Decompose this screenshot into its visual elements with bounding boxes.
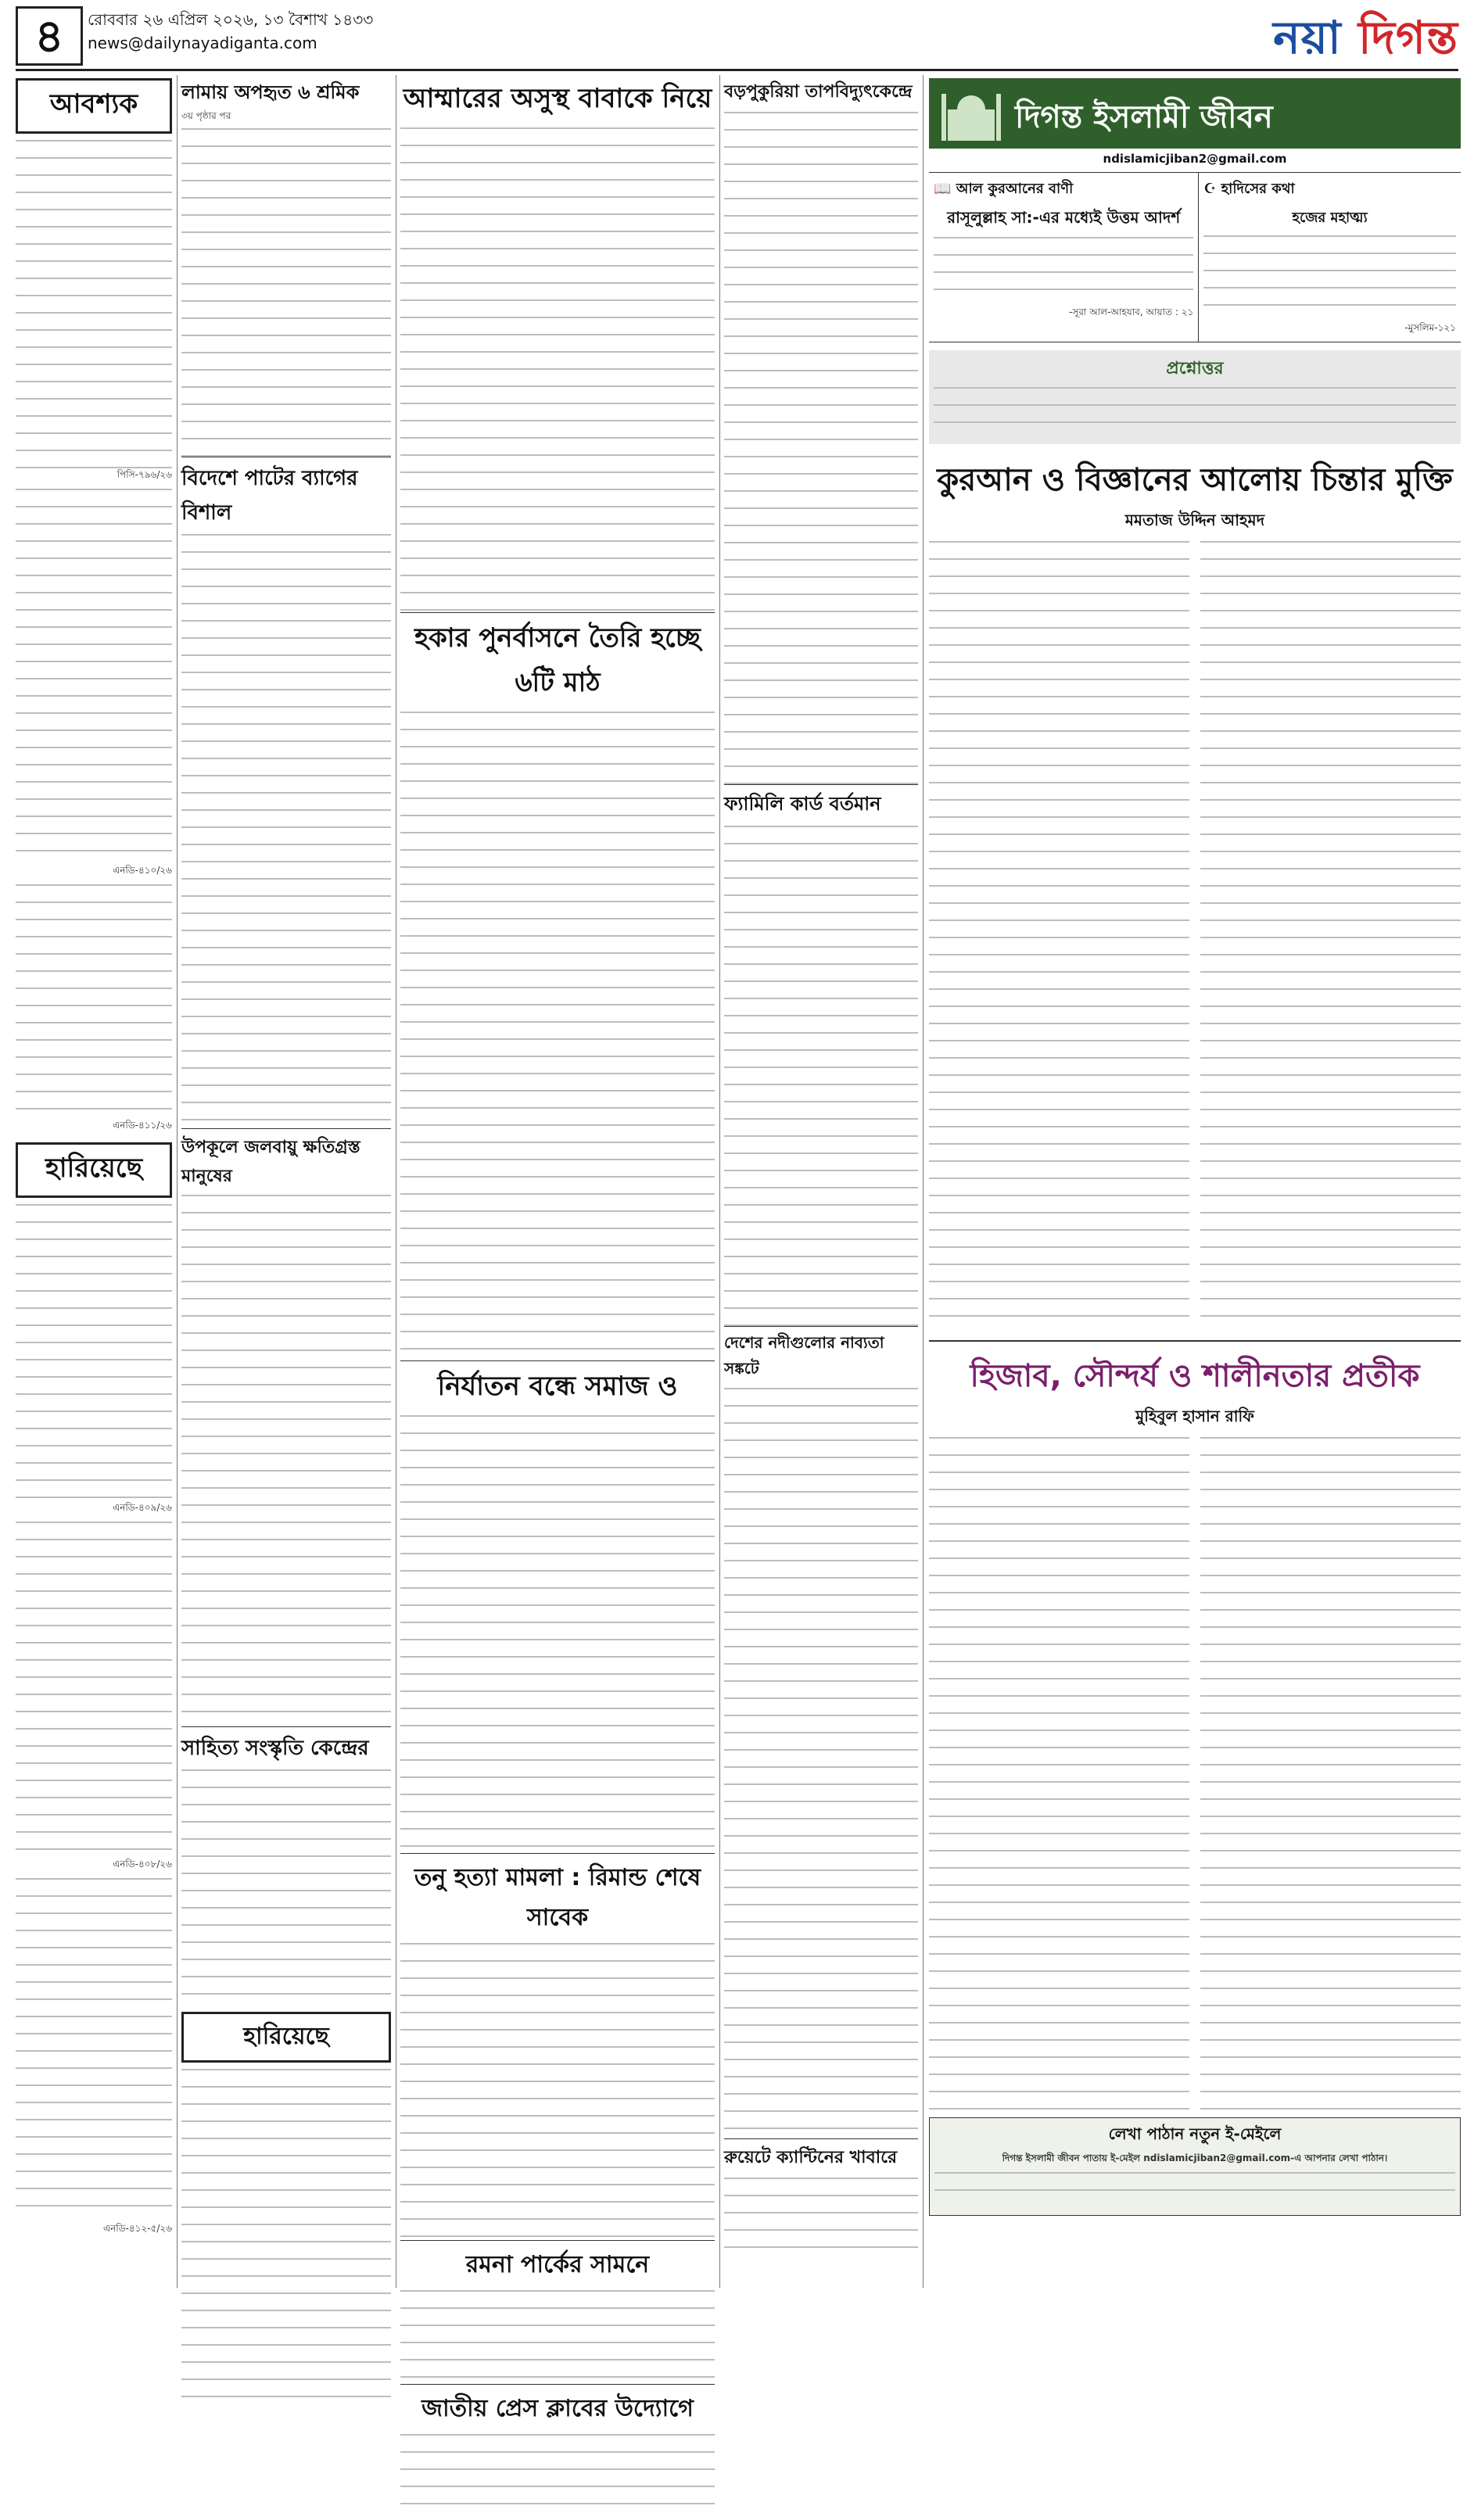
article-body [400, 2434, 715, 2520]
lost-code: এনডি-৪০৮/২৬ [113, 1859, 172, 1869]
headline: তনু হত্যা মামলা : রিমান্ড শেষে সাবেক [400, 1853, 715, 1938]
quran-reference: -সূরা আল-আহযাব, আয়াত : ২১ [1069, 306, 1194, 317]
headline: হকার পুনর্বাসনে তৈরি হচ্ছে ৬টি মাঠ [400, 612, 715, 707]
quran-heading: রাসূলুল্লাহ সা:-এর মধ্যেই উত্তম আদর্শ [947, 208, 1181, 227]
quran-label-text: আল কুরআনের বাণী [956, 181, 1074, 197]
date-text: রোববার ২৬ এপ্রিল ২০২৬, ১৩ বৈশাখ ১৪৩৩ [88, 10, 374, 29]
headline: নির্যাতন বন্ধে সমাজ ও [400, 1360, 715, 1411]
headline: রুয়েটে ক্যান্টিনের খাবারে [724, 2138, 918, 2173]
lost-title: হারিয়েছে [181, 2012, 391, 2063]
section-email: ndislamicjiban2@gmail.com [1103, 152, 1287, 166]
article-body [1200, 541, 1461, 1331]
article-body [724, 112, 918, 784]
hadith-heading: হজের মহাত্ম্য [1292, 210, 1368, 226]
qa-body [934, 387, 1456, 439]
lost-code: এনডি-৪০৯/২৬ [113, 1502, 172, 1513]
logo-part1: নয়া [1273, 11, 1358, 64]
article-body [400, 127, 715, 612]
email-text: news@dailynayadiganta.com [88, 34, 317, 52]
column-rule [177, 75, 178, 2288]
headline: বিদেশে পাটের ব্যাগের বিশাল [181, 457, 391, 531]
footer-title: লেখা পাঠান নতুন ই-মেইলে [1108, 2124, 1282, 2143]
logo-part2: দিগন্ত [1357, 11, 1458, 64]
column-3 [400, 78, 715, 2520]
article-body [400, 2290, 715, 2384]
article-body [181, 1195, 391, 1726]
article-title: কুরআন ও বিজ্ঞানের আলোয় চিন্তার মুক্তি [937, 462, 1453, 498]
classifieds-column [16, 78, 172, 2238]
column-2 [181, 78, 391, 2397]
headline: আম্মারের অসুস্থ বাবাকে নিয়ে [403, 83, 712, 114]
ad-text-block [16, 884, 172, 1119]
headline: বড়পুকুরিয়া তাপবিদ্যুৎকেন্দ্রে [724, 82, 913, 102]
article-body [724, 2178, 918, 2264]
needed-title: আবশ্যক [16, 78, 172, 134]
book-icon: 📖 [934, 181, 956, 197]
headline: দেশের নদীগুলোর নাব্যতা সঙ্কটে [724, 1326, 918, 1383]
crescent-icon: ☪ [1203, 181, 1221, 197]
lost-text-block [181, 2069, 391, 2397]
article-body-columns [929, 541, 1461, 1331]
footer-text: দিগন্ত ইসলামী জীবন পাতায় ই-মেইল ndislamicjiban2@gmail.com-এ আপনার লেখা পাঠান। [1002, 2153, 1388, 2163]
ad-text-block [16, 489, 172, 864]
qa-box [929, 350, 1461, 444]
lost-code: এনডি-৪১২-৫/২৬ [102, 2223, 172, 2234]
article-body [181, 534, 391, 1128]
headline: লামায় অপহৃত ৬ শ্রমিক [181, 81, 360, 103]
column-4 [724, 78, 918, 2264]
hadith-label-text: হাদিসের কথা [1221, 181, 1295, 197]
mosque-icon [940, 86, 1002, 141]
hadith-body [1203, 235, 1456, 321]
article-body [400, 712, 715, 1360]
headline: জাতীয় প্রেস ক্লাবের উদ্যোগে [400, 2384, 715, 2429]
quran-hadith-row [929, 172, 1461, 342]
article-author: মুহিবুল হাসান রাফি [1135, 1407, 1254, 1425]
footer-body [934, 2172, 1455, 2206]
quran-box [929, 173, 1199, 342]
section-title: দিগন্ত ইসলামী জীবন [1015, 99, 1273, 135]
quran-body [934, 237, 1193, 306]
islamic-section [929, 78, 1461, 2216]
headline: সাহিত্য সংস্কৃতি কেন্দ্রের [181, 1726, 391, 1766]
article-body [400, 1415, 715, 1853]
article-body [1200, 1437, 1461, 2110]
date-line [88, 8, 373, 55]
ad-code: এনডি-৪১১/২৬ [113, 1120, 172, 1131]
ad-code: এনডি-৪১০/২৬ [113, 865, 172, 876]
article-body [724, 1388, 918, 2138]
footer-box [929, 2117, 1461, 2216]
hadith-reference: -মুসলিম-১২১ [1404, 322, 1456, 333]
headline: উপকূলে জলবায়ু ক্ষতিগ্রস্ত মানুষের [181, 1128, 391, 1192]
lost-text-block [16, 1878, 172, 2222]
hadith-box [1199, 173, 1461, 342]
newspaper-logo [1273, 3, 1458, 79]
article-body [929, 541, 1189, 1331]
header-rule [16, 69, 1458, 71]
article-body [400, 1943, 715, 2240]
article-body [929, 1437, 1189, 2110]
article-title: হিজাব, সৌন্দর্য ও শালীনতার প্রতীক [970, 1358, 1420, 1394]
lost-title: হারিয়েছে [16, 1142, 172, 1198]
article-body-columns [929, 1437, 1461, 2110]
lost-text-block [16, 1522, 172, 1858]
continued-label: ৩য় পৃষ্ঠার পর [181, 110, 231, 121]
headline: রমনা পার্কের সামনে [400, 2240, 715, 2285]
article-body [724, 826, 918, 1326]
article-body [181, 128, 391, 457]
ad-code: পিসি-৭৯৬/২৬ [117, 469, 172, 480]
article-author: মমতাজ উদ্দিন আহমদ [1124, 511, 1265, 529]
headline: ফ্যামিলি কার্ড বর্তমান [724, 784, 918, 821]
ad-text-block [16, 140, 172, 468]
qa-title: প্রশ্নোত্তর [1166, 359, 1224, 378]
section-header [929, 78, 1461, 149]
lost-text-block [16, 1204, 172, 1501]
column-rule [719, 75, 720, 2288]
quran-label [934, 177, 1193, 202]
article-body [181, 1769, 391, 2004]
hadith-label [1203, 177, 1456, 202]
page-number: ৪ [16, 6, 83, 66]
